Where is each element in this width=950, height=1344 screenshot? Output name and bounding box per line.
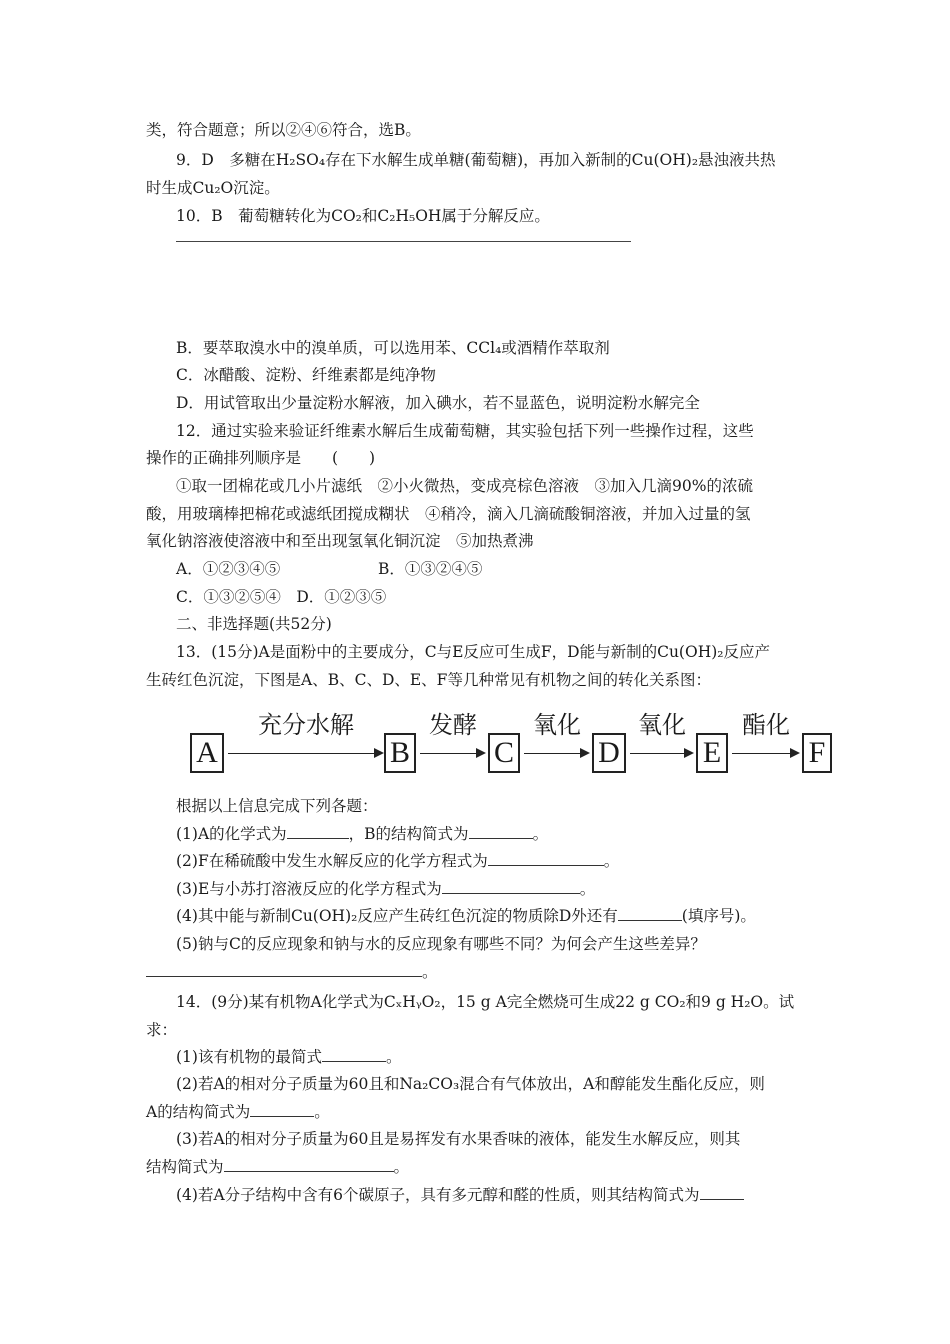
- answer-blank[interactable]: [287, 824, 349, 839]
- question-12-steps: ①取一团棉花或几小片滤纸 ②小火微热，变成亮棕色溶液 ③加入几滴90%的浓硫: [176, 477, 753, 495]
- section-heading: 二、非选择题(共52分): [176, 615, 332, 633]
- answer-blank[interactable]: [442, 879, 580, 894]
- arrow-head-icon: [476, 748, 486, 758]
- answer-10: 10．B 葡萄糖转化为CO₂和C₂H₅OH属于分解反应。: [176, 207, 550, 225]
- question-13: 13．(15分)A是面粉中的主要成分，C与E反应可生成F，D能与新制的Cu(OH)₂反应产: [176, 643, 770, 661]
- q14-part-4: (4)若A分子结构中含有6个碳原子，具有多元醇和醛的性质，则其结构简式为: [176, 1184, 744, 1206]
- arrow-oxidation-2: [630, 708, 694, 780]
- answer-blank[interactable]: [322, 1047, 386, 1062]
- answer-9: 9．D 多糖在H₂SO₄存在下水解生成单糖(葡萄糖)，再加入新制的Cu(OH)₂悬浊液共热: [176, 151, 776, 169]
- separator-line: [176, 241, 631, 242]
- answer-blank[interactable]: [146, 962, 422, 977]
- arrow-head-icon: [790, 748, 800, 758]
- choices-c-d: C．①③②⑤④ D．①②③⑤: [176, 588, 387, 606]
- q14-part-2-cont: A的结构简式为 。: [146, 1103, 330, 1121]
- subquestion-2: (2)F在稀硫酸中发生水解反应的化学方程式为 。: [176, 852, 620, 870]
- q14-part-2: (2)若A的相对分子质量为60且和Na₂CO₃混合有气体放出，A和醇能发生酯化反应，则: [176, 1075, 765, 1093]
- arrow-fermentation: [420, 708, 486, 780]
- q14-part-3: (3)若A的相对分子质量为60且是易挥发有水果香味的液体，能发生水解反应，则其: [176, 1130, 741, 1148]
- subquestion-4: (4)其中能与新制Cu(OH)₂反应产生砖红色沉淀的物质除D外还有 (填序号)。: [176, 907, 756, 925]
- arrow-head-icon: [684, 748, 694, 758]
- node-c: C: [488, 733, 520, 773]
- question-14: 14．(9分)某有机物A化学式为CₓHᵧO₂，15 g A完全燃烧可生成22 g CO₂和9 g H₂O。试: [176, 993, 795, 1011]
- arrow-label: 发酵: [429, 711, 477, 739]
- option-b: B．要萃取溴水中的溴单质，可以选用苯、CCl₄或酒精作萃取剂: [176, 339, 610, 357]
- arrow-head-icon: [580, 748, 590, 758]
- answer-blank[interactable]: [700, 1185, 744, 1200]
- answer-blank[interactable]: [224, 1157, 394, 1172]
- question-14-cont: 求：: [146, 1021, 178, 1039]
- answer-blank[interactable]: [250, 1102, 314, 1117]
- node-d: D: [592, 733, 626, 773]
- arrow-esterification: [732, 708, 800, 780]
- node-b: B: [384, 733, 416, 773]
- instructions: 根据以上信息完成下列各题：: [176, 797, 378, 815]
- option-d: D．用试管取出少量淀粉水解液，加入碘水，若不显蓝色，说明淀粉水解完全: [176, 394, 700, 412]
- choice-b: B．①③②④⑤: [378, 560, 483, 578]
- subquestion-3: (3)E与小苏打溶液反应的化学方程式为 。: [176, 880, 596, 898]
- q14-part-1: (1)该有机物的最简式 。: [176, 1048, 402, 1066]
- node-a: A: [190, 733, 224, 773]
- question-12-steps-cont2: 氧化钠溶液使溶液中和至出现氢氧化铜沉淀 ⑤加热煮沸: [146, 532, 534, 550]
- question-12-cont: 操作的正确排列顺序是 ( ): [146, 449, 376, 467]
- subquestion-5: (5)钠与C的反应现象和钠与水的反应现象有哪些不同？为何会产生这些差异？: [176, 935, 706, 953]
- answer-8-tail: 类，符合题意；所以②④⑥符合，选B。: [146, 121, 421, 139]
- conversion-diagram: [190, 708, 840, 780]
- answer-blank[interactable]: [618, 906, 682, 921]
- question-13-cont: 生砖红色沉淀，下图是A、B、C、D、E、F等几种常见有机物之间的转化关系图：: [146, 671, 711, 689]
- node-e: E: [696, 733, 728, 773]
- answer-blank[interactable]: [469, 824, 533, 839]
- subquestion-5-answer: 。: [146, 961, 438, 983]
- choice-a: A．①②③④⑤: [176, 560, 281, 578]
- arrow-label: 氧化: [533, 711, 581, 739]
- subquestion-1: (1)A的化学式为 ，B的结构简式为 。: [176, 825, 549, 843]
- option-c: C．冰醋酸、淀粉、纤维素都是纯净物: [176, 366, 436, 384]
- node-f: F: [802, 733, 832, 773]
- arrow-hydrolysis: [228, 708, 384, 780]
- question-12: 12．通过实验来验证纤维素水解后生成葡萄糖，其实验包括下列一些操作过程，这些: [176, 422, 754, 440]
- q14-part-3-cont: 结构简式为 。: [146, 1158, 410, 1176]
- arrow-label: 氧化: [638, 711, 686, 739]
- arrow-head-icon: [374, 748, 384, 758]
- arrow-oxidation-1: [524, 708, 590, 780]
- arrow-label: 酯化: [742, 711, 790, 739]
- arrow-label: 充分水解: [258, 711, 354, 739]
- question-12-steps-cont: 酸，用玻璃棒把棉花或滤纸团搅成糊状 ④稍冷，滴入几滴硫酸铜溶液，并加入过量的氢: [146, 505, 751, 523]
- answer-blank[interactable]: [488, 851, 604, 866]
- answer-9-cont: 时生成Cu₂O沉淀。: [146, 179, 280, 197]
